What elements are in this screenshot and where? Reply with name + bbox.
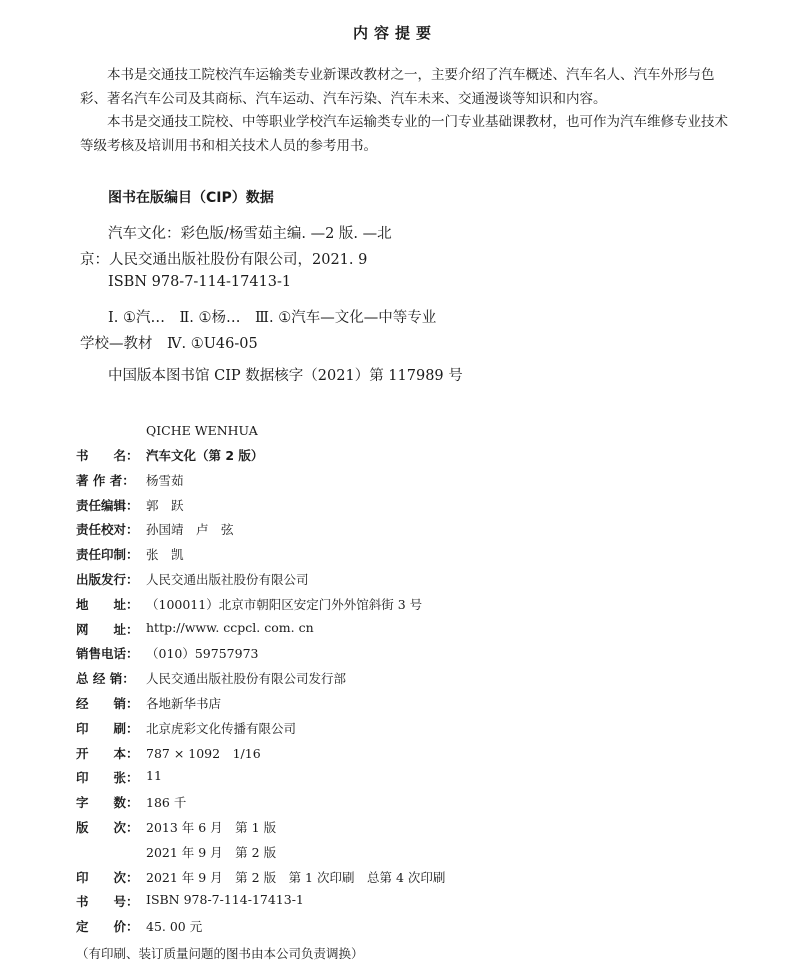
colophon-label: 责任编辑： — [76, 498, 139, 513]
colophon-value: 2021 年 9 月 第 2 版 第 1 次印刷 总第 4 次印刷 — [146, 870, 446, 885]
colophon-label: 经 销： — [76, 696, 139, 711]
colophon-label: 出版发行： — [76, 572, 139, 587]
summary-paragraph-2 — [80, 110, 740, 158]
cip-record-number: 中国版本图书馆 CIP 数据核字（2021）第 117989 号 — [108, 368, 463, 384]
cip-heading: 图书在版编目（CIP）数据 — [108, 190, 274, 206]
cip-line: 汽车文化：彩色版/杨雪茹主编. —2 版. —北 — [108, 226, 392, 242]
colophon-label: 印 刷： — [76, 721, 139, 736]
colophon-value: ISBN 978-7-114-17413-1 — [146, 892, 304, 907]
colophon-value: （010）59757973 — [146, 646, 259, 661]
colophon-label: 开 本： — [76, 746, 139, 761]
colophon-value: 11 — [146, 768, 162, 783]
colophon-label: 字 数： — [76, 795, 139, 810]
summary-text-2: 本书是交通技工院校、中等职业学校汽车运输类专业的一门专业基础课教材，也可作为汽车维修专业技术等级考核及培训用书和相关技术人员的参考用书。 — [80, 114, 728, 154]
colophon-value: 郭 跃 — [146, 498, 184, 513]
colophon-value: http://www. ccpcl. com. cn — [146, 620, 314, 635]
colophon-value: 各地新华书店 — [146, 696, 222, 711]
colophon-label: 责任印制： — [76, 547, 139, 562]
colophon-value: 汽车文化（第 2 版） — [146, 448, 264, 463]
colophon-value: 人民交通出版社股份有限公司 — [146, 572, 309, 587]
colophon-label: 著 作 者： — [76, 473, 135, 488]
colophon-label: 地 址： — [76, 597, 139, 612]
colophon-label: 版 次： — [76, 820, 139, 835]
colophon-value: 186 千 — [146, 795, 187, 810]
colophon-value: 2013 年 6 月 第 1 版 — [146, 820, 277, 835]
summary-paragraph-1 — [80, 63, 740, 111]
colophon-value: 孙国靖 卢 弦 — [146, 522, 234, 537]
summary-text-1: 本书是交通技工院校汽车运输类专业新课改教材之一，主要介绍了汽车概述、汽车名人、汽车外形与色彩、著名汽车公司及其商标、汽车运动、汽车污染、汽车未来、交通漫谈等知识和内容。 — [80, 67, 715, 107]
colophon-value: 787 × 1092 1/16 — [146, 746, 261, 761]
colophon-label: 书 号： — [76, 894, 139, 909]
colophon-value: 45. 00 元 — [146, 919, 203, 934]
colophon-value: 人民交通出版社股份有限公司发行部 — [146, 671, 347, 686]
colophon-value: 北京虎彩文化传播有限公司 — [146, 721, 297, 736]
cip-line: 京：人民交通出版社股份有限公司，2021. 9 — [80, 252, 368, 268]
cip-line: Ⅰ. ①汽… Ⅱ. ①杨… Ⅲ. ①汽车—文化—中等专业 — [108, 310, 437, 326]
colophon-label: 印 次： — [76, 870, 139, 885]
pinyin-title: QICHE WENHUA — [146, 423, 258, 438]
colophon-label: 印 张： — [76, 770, 139, 785]
colophon-value: 杨雪茹 — [146, 473, 184, 488]
colophon-label: 书 名： — [76, 448, 139, 463]
colophon-value: （100011）北京市朝阳区安定门外外馆斜街 3 号 — [146, 597, 423, 612]
footer-note: （有印刷、装订质量问题的图书由本公司负责调换） — [76, 946, 364, 961]
cip-line: 学校—教材 Ⅳ. ①U46-05 — [80, 336, 258, 352]
colophon-label: 网 址： — [76, 622, 139, 637]
colophon-label: 定 价： — [76, 919, 139, 934]
colophon-label: 总 经 销： — [76, 671, 135, 686]
page-title: 内容提要 — [352, 24, 437, 42]
colophon-label: 销售电话： — [76, 646, 139, 661]
colophon-label: 责任校对： — [76, 522, 139, 537]
cip-isbn: ISBN 978-7-114-17413-1 — [108, 274, 292, 290]
colophon-value: 张 凯 — [146, 547, 184, 562]
colophon-value: 2021 年 9 月 第 2 版 — [146, 845, 277, 860]
